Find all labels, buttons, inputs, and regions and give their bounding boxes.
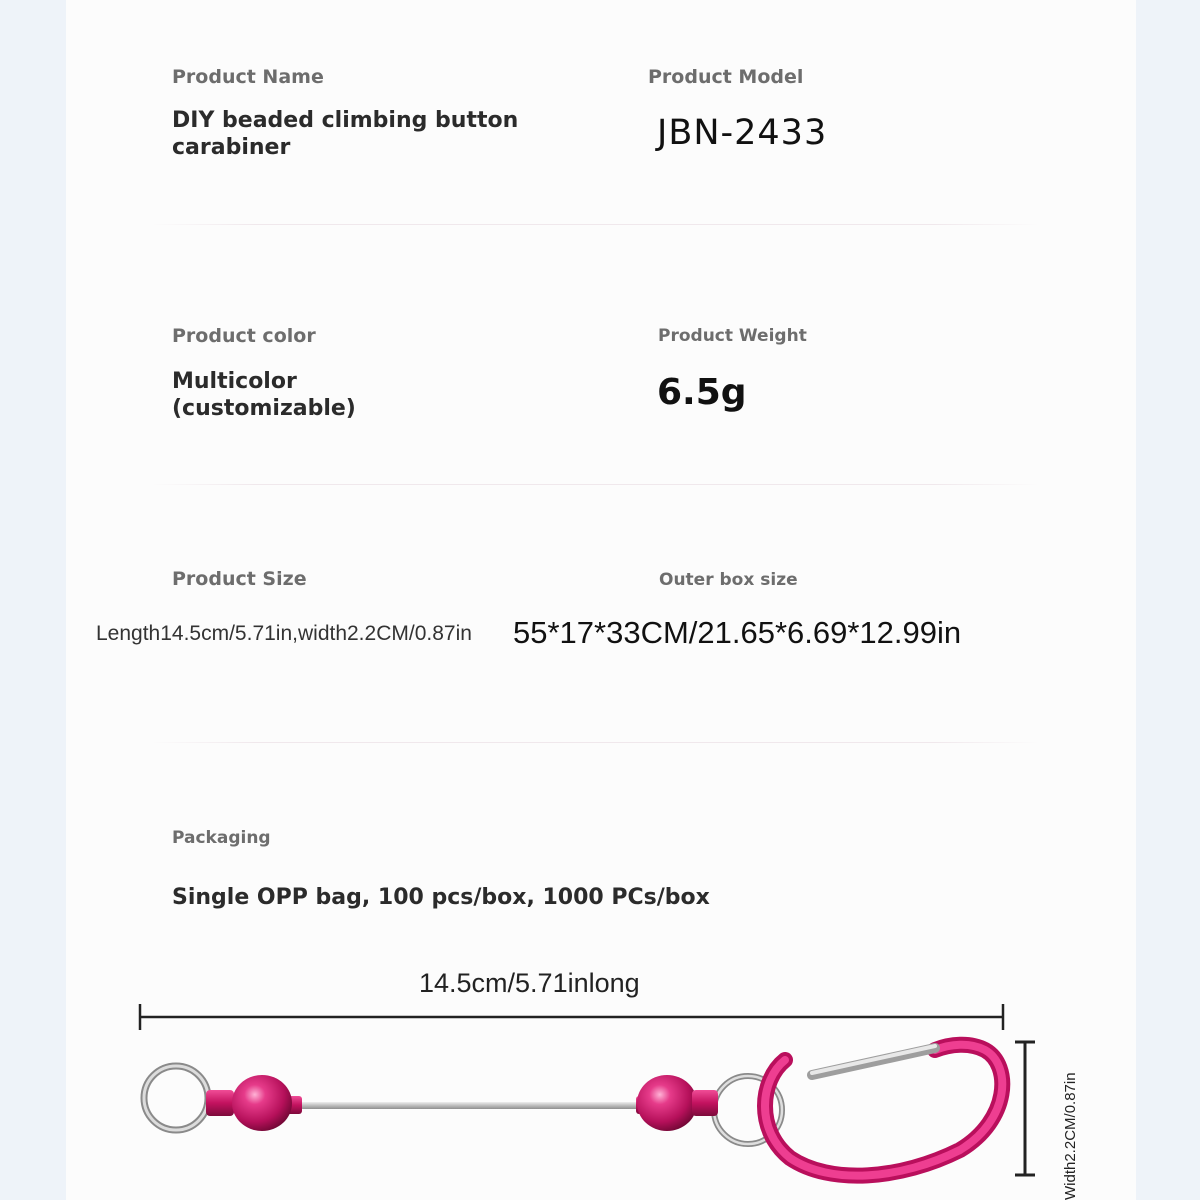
product-size-label: Product Size — [172, 568, 307, 590]
width-dimension-label: Width2.2CM/0.87in — [1062, 1072, 1079, 1200]
product-color-value-line2: (customizable) — [172, 396, 356, 421]
product-weight-value: 6.5g — [657, 372, 747, 413]
left-end-cap — [206, 1090, 234, 1116]
outer-box-value: 55*17*33CM/21.65*6.69*12.99in — [513, 615, 962, 650]
product-model-label: Product Model — [648, 66, 804, 88]
packaging-label: Packaging — [172, 828, 271, 848]
right-end-cap — [692, 1090, 718, 1116]
product-name-value: DIY beaded climbing button carabiner — [172, 108, 519, 160]
wire-bar — [300, 1102, 640, 1109]
length-dimension-line — [140, 1004, 1003, 1030]
width-dimension-line — [1015, 1042, 1035, 1175]
packaging-value: Single OPP bag, 100 pcs/box, 1000 PCs/box — [172, 885, 710, 910]
length-dimension-label: 14.5cm/5.71inlong — [419, 968, 640, 998]
left-bead — [232, 1075, 292, 1131]
product-name-label: Product Name — [172, 66, 324, 88]
product-size-value: Length14.5cm/5.71in,width2.2CM/0.87in — [96, 622, 472, 645]
carabiner — [765, 1045, 1002, 1176]
product-weight-label: Product Weight — [658, 326, 807, 346]
left-key-ring — [144, 1066, 208, 1130]
product-model-value: JBN-2433 — [657, 113, 828, 153]
product-color-value-line1: Multicolor — [172, 369, 297, 394]
right-bead — [637, 1075, 697, 1131]
outer-box-label: Outer box size — [659, 570, 798, 590]
product-color-label: Product color — [172, 325, 316, 347]
